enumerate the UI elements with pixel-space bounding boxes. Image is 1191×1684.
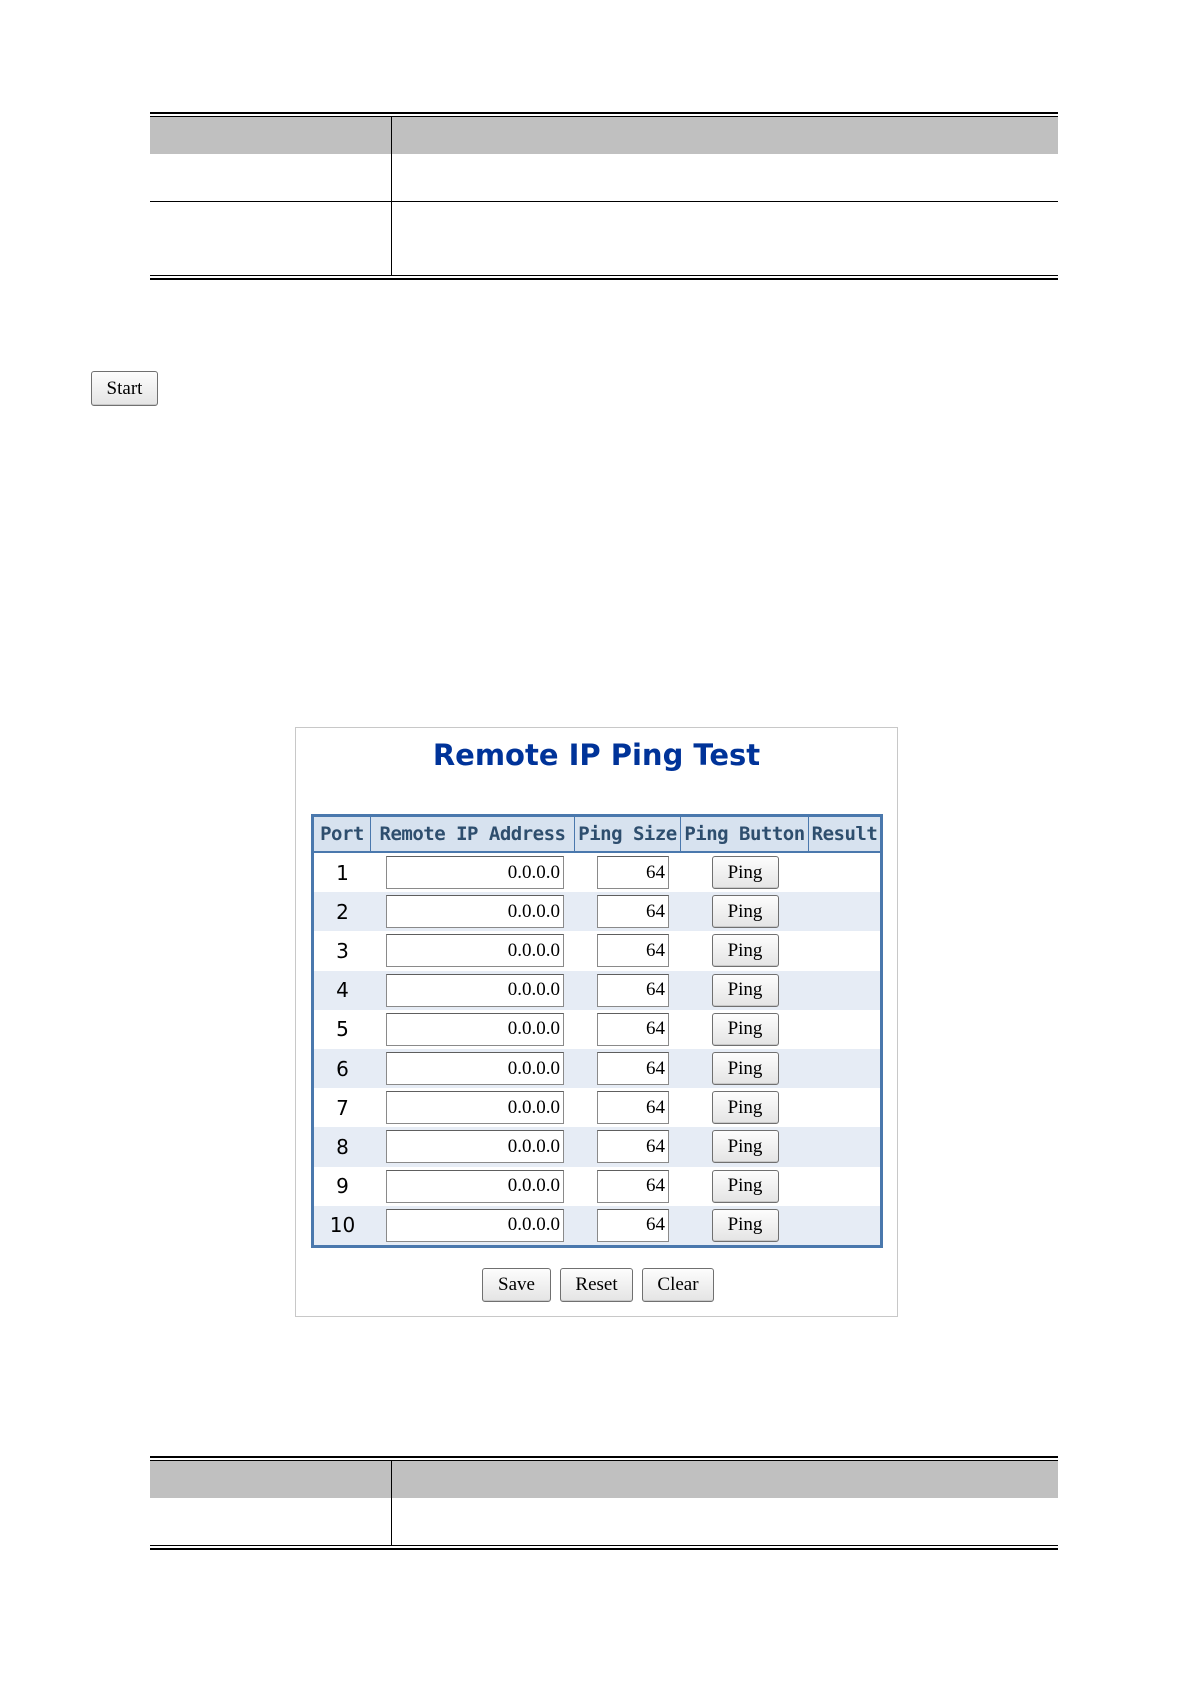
ping-button[interactable]: Ping: [712, 1170, 779, 1203]
result-cell: [809, 1088, 880, 1127]
ping-size-input[interactable]: 64: [597, 895, 669, 928]
column-header-remote-ip: Remote IP Address: [371, 817, 575, 851]
ping-size-input[interactable]: 64: [597, 1170, 669, 1203]
column-header-result: Result: [811, 823, 878, 845]
result-cell: [809, 1010, 880, 1049]
table-row: [314, 1167, 880, 1206]
reset-button[interactable]: Reset: [560, 1268, 633, 1302]
port-number: 6: [336, 1056, 349, 1081]
table-bottom-rule: [150, 1545, 1058, 1550]
remote-ip-input[interactable]: 0.0.0.0: [386, 1209, 564, 1242]
column-header-ping-size: Ping Size: [575, 817, 681, 851]
result-cell: [809, 892, 880, 931]
table-row: [314, 892, 880, 931]
result-cell: [809, 1049, 880, 1088]
ping-button[interactable]: Ping: [712, 1013, 779, 1046]
ping-size-input[interactable]: 64: [597, 934, 669, 967]
ping-size-input[interactable]: 64: [597, 856, 669, 889]
ping-table-header: [314, 817, 880, 853]
ping-button[interactable]: Ping: [712, 1130, 779, 1163]
parameter-table-top: [150, 112, 1058, 280]
table-row: [314, 1049, 880, 1088]
port-number: 1: [336, 860, 349, 885]
ping-button[interactable]: Ping: [712, 934, 779, 967]
table-row: [150, 154, 1058, 201]
ping-button[interactable]: Ping: [712, 856, 779, 889]
port-number: 4: [336, 978, 349, 1003]
result-cell: [809, 971, 880, 1010]
remote-ip-input[interactable]: 0.0.0.0: [386, 856, 564, 889]
table-row: [314, 1088, 880, 1127]
ping-size-input[interactable]: 64: [597, 1091, 669, 1124]
ping-button[interactable]: Ping: [712, 974, 779, 1007]
port-number: 3: [336, 938, 349, 963]
table-row: [314, 971, 880, 1010]
ping-button[interactable]: Ping: [712, 1052, 779, 1085]
ping-size-input[interactable]: 64: [597, 1130, 669, 1163]
remote-ip-input[interactable]: 0.0.0.0: [386, 934, 564, 967]
table-row: [150, 1498, 1058, 1545]
remote-ip-input[interactable]: 0.0.0.0: [386, 974, 564, 1007]
ping-size-input[interactable]: 64: [597, 1209, 669, 1242]
port-number: 10: [329, 1213, 356, 1238]
port-number: 7: [336, 1095, 349, 1120]
table-bottom-rule: [150, 275, 1058, 280]
table-row: [314, 1206, 880, 1245]
table-header-description: [392, 1461, 1058, 1498]
ping-size-input[interactable]: 64: [597, 1013, 669, 1046]
remote-ip-input[interactable]: 0.0.0.0: [386, 1052, 564, 1085]
remote-ip-input[interactable]: 0.0.0.0: [386, 1170, 564, 1203]
result-cell: [809, 1167, 880, 1206]
table-row: [314, 853, 880, 892]
result-cell: [809, 853, 880, 892]
port-number: 2: [336, 899, 349, 924]
column-header-ping-button: Ping Button: [681, 817, 809, 851]
table-row: [314, 931, 880, 970]
remote-ip-input[interactable]: 0.0.0.0: [386, 1013, 564, 1046]
table-header-object: [150, 1461, 392, 1498]
form-buttons: [296, 1268, 897, 1302]
table-header-row: [150, 117, 1058, 154]
ping-button[interactable]: Ping: [712, 1209, 779, 1242]
save-button[interactable]: Save: [482, 1268, 551, 1302]
ping-size-input[interactable]: 64: [597, 974, 669, 1007]
result-cell: [809, 1127, 880, 1166]
remote-ip-input[interactable]: 0.0.0.0: [386, 1091, 564, 1124]
column-header-port: Port: [314, 817, 371, 851]
table-header-description: [392, 117, 1058, 154]
table-row: [314, 1010, 880, 1049]
result-cell: [809, 1206, 880, 1245]
table-header-row: [150, 1461, 1058, 1498]
port-number: 5: [336, 1017, 349, 1042]
ping-table: [311, 814, 883, 1248]
parameter-table-bottom: [150, 1456, 1058, 1550]
ping-button[interactable]: Ping: [712, 1091, 779, 1124]
remote-ip-input[interactable]: 0.0.0.0: [386, 1130, 564, 1163]
result-cell: [809, 931, 880, 970]
ping-size-input[interactable]: 64: [597, 1052, 669, 1085]
port-number: 9: [336, 1174, 349, 1199]
start-button[interactable]: Start: [91, 371, 158, 406]
table-header-object: [150, 117, 392, 154]
remote-ip-input[interactable]: 0.0.0.0: [386, 895, 564, 928]
table-row: [314, 1127, 880, 1166]
remote-ip-ping-test-panel: [295, 727, 898, 1317]
page-title: Remote IP Ping Test: [432, 738, 761, 772]
clear-button[interactable]: Clear: [642, 1268, 714, 1302]
port-number: 8: [336, 1134, 349, 1159]
ping-button[interactable]: Ping: [712, 895, 779, 928]
table-row: [150, 201, 1058, 275]
